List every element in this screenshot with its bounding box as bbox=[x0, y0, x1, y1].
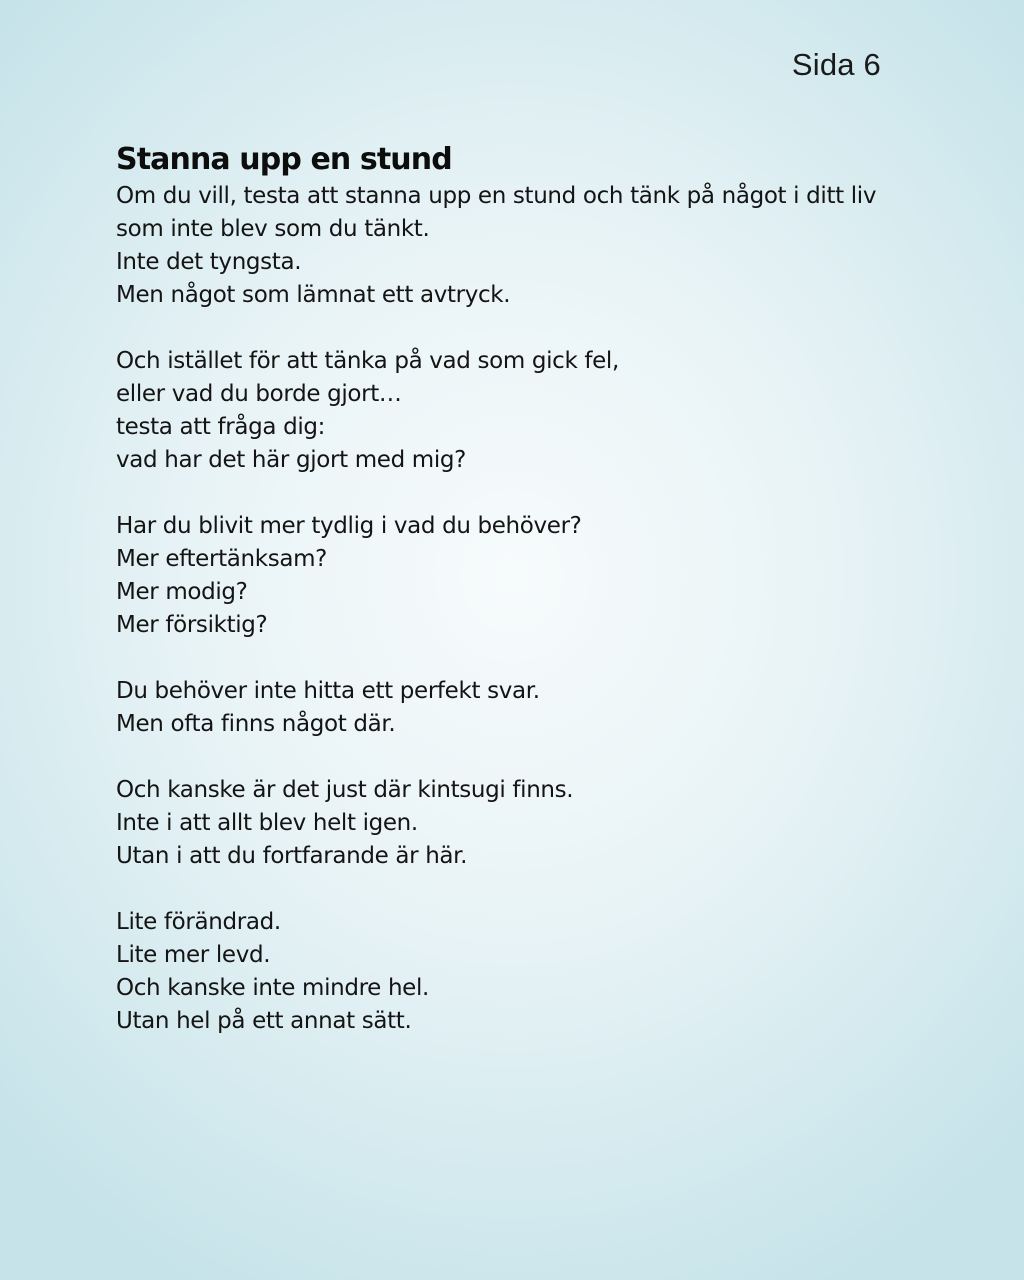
text-line: Och istället för att tänka på vad som gick fel, bbox=[116, 348, 619, 374]
text-line: testa att fråga dig: bbox=[116, 414, 326, 440]
document-body bbox=[116, 140, 966, 1071]
text-line: som inte blev som du tänkt. bbox=[116, 216, 430, 242]
text-line: Lite mer levd. bbox=[116, 942, 271, 968]
text-line: Du behöver inte hitta ett perfekt svar. bbox=[116, 678, 540, 704]
text-line: Utan hel på ett annat sätt. bbox=[116, 1008, 412, 1034]
stanza bbox=[116, 345, 966, 477]
text-line: Utan i att du fortfarande är här. bbox=[116, 843, 468, 869]
text-line: vad har det här gjort med mig? bbox=[116, 447, 466, 473]
page-number: Sida 6 bbox=[791, 47, 881, 82]
text-line: Men något som lämnat ett avtryck. bbox=[116, 282, 511, 308]
text-line: eller vad du borde gjort… bbox=[116, 381, 402, 407]
stanza bbox=[116, 675, 966, 741]
text-line: Mer försiktig? bbox=[116, 612, 268, 638]
stanza bbox=[116, 180, 966, 312]
text-line: Inte det tyngsta. bbox=[116, 249, 302, 275]
stanza bbox=[116, 906, 966, 1038]
stanza bbox=[116, 510, 966, 642]
text-line: Och kanske inte mindre hel. bbox=[116, 975, 429, 1001]
page-title: Stanna upp en stund bbox=[116, 142, 452, 177]
text-line: Mer eftertänksam? bbox=[116, 546, 327, 572]
text-line: Lite förändrad. bbox=[116, 909, 281, 935]
text-line: Har du blivit mer tydlig i vad du behöver? bbox=[116, 513, 582, 539]
text-line: Inte i att allt blev helt igen. bbox=[116, 810, 418, 836]
text-line: Och kanske är det just där kintsugi finns. bbox=[116, 777, 574, 803]
stanza bbox=[116, 774, 966, 873]
text-line: Om du vill, testa att stanna upp en stund och tänk på något i ditt liv bbox=[116, 183, 877, 209]
text-line: Mer modig? bbox=[116, 579, 248, 605]
text-line: Men ofta finns något där. bbox=[116, 711, 396, 737]
